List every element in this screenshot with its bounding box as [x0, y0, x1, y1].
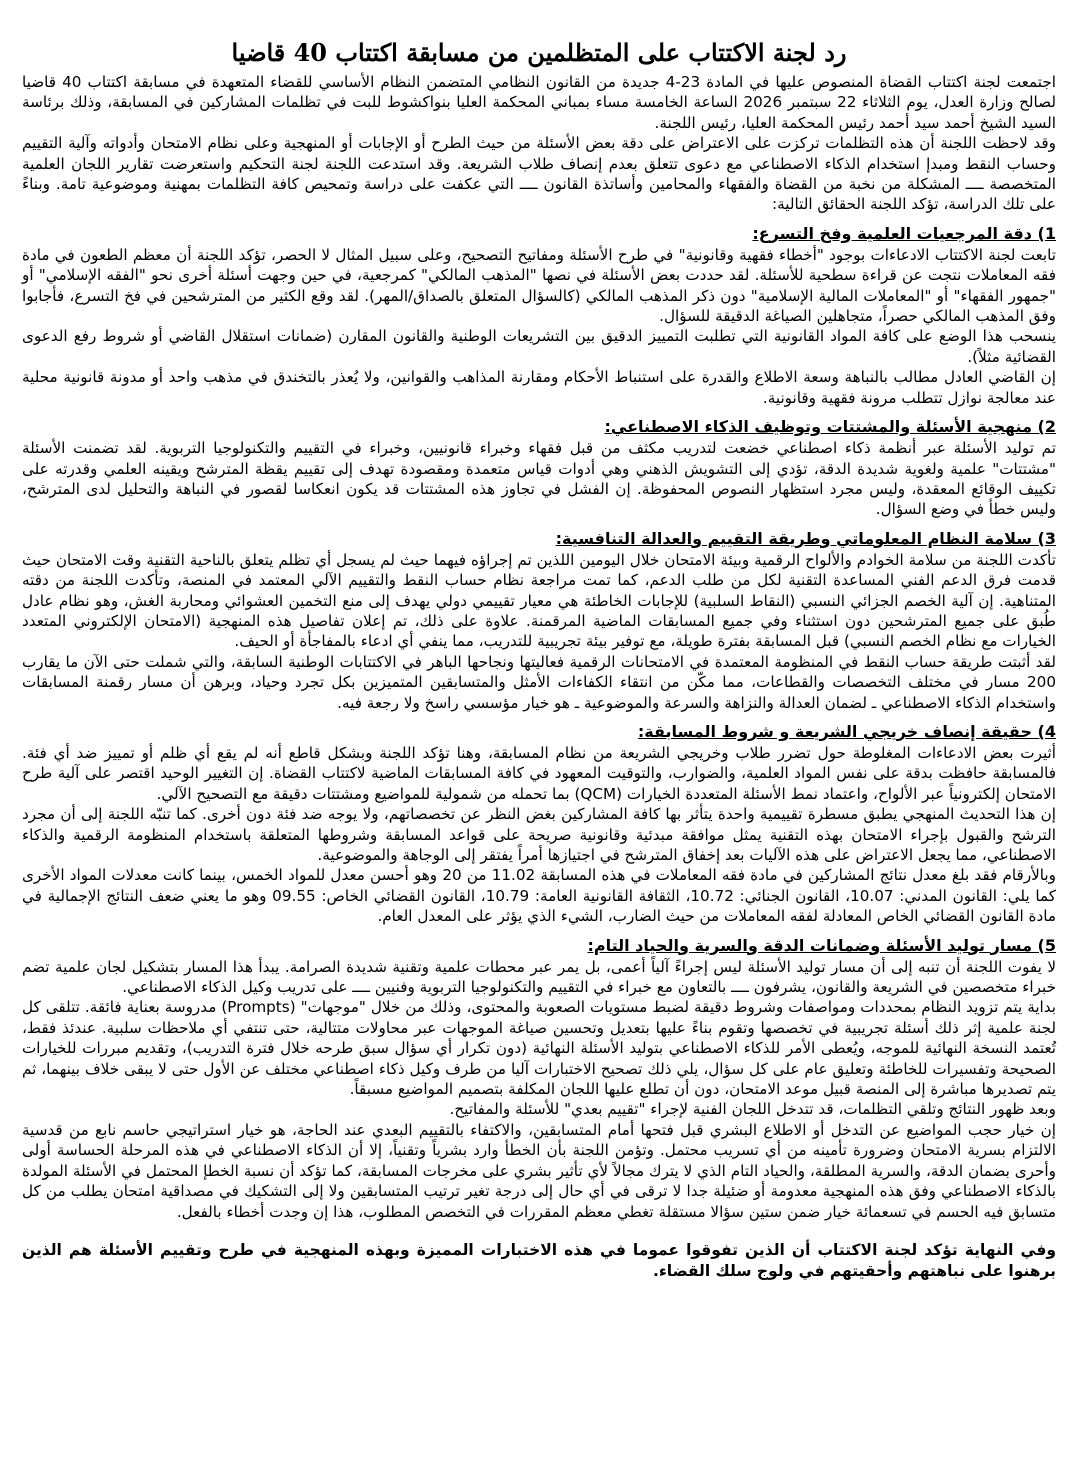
- section-paragraph: تأكدت اللجنة من سلامة الخوادم والألواح الرقمية وبيئة الامتحان خلال اليومين اللذين تم إجراؤه فيهما حيث لم يسجل أي تظلم يتعلق بالناحية التقنية وقت الامتحان حيث قدمت فرق الدعم الفني المساعدة التقنية لكل من طلب الدعم، كما تمت مراجعة نظام حساب النقط والتقييم الآلي المعتمد في المنصة، وتأكدت اللجنة من دقته المتناهية. إن آلية الخصم الجزائي النسبي (النقاط السلبية) للإجابات الخاطئة هي معيار تقييمي دولي يهدف إلى منع التخمين العشوائي ومحاربة الغش، وهو نظام عادل طُبق على جميع المترشحين دون استثناء وفي جميع المسابقات الماضية المرقمنة. علاوة على ذلك، تم إعلان تفاصيل هذه المنهجية (الامتحان الإلكتروني المتعدد الخيارات مع نظام الخصم النسبي) قبل المسابقة بفترة طويلة، مع توفير بيئة تجريبية للتدريب، مما ينفي أي ادعاء بالمفاجأة أو الحيف.: [22, 550, 1056, 651]
- intro-paragraph: وقد لاحظت اللجنة أن هذه التظلمات تركزت على الاعتراض على دقة بعض الأسئلة من حيث الطرح أو الإجابات أو المنهجية وعلى نظام الامتحان وأدواته وآلية التقييم وحساب النقط ومبدإ استخدام الذكاء الاصطناعي مع دعوى تتعلق بعدم إنصاف طلاب الشريعة. وقد استدعت اللجنة لجنة التحكيم واستعرضت تقارير اللجان العلمية المتخصصة ــــ المشكلة من نخبة من القضاة والفقهاء والمحامين وأساتذة القانون ــــ التي عكفت على دراسة وتمحيص كافة التظلمات بمهنية وموضوعية تامة. وبناءً على تلك الدراسة، تؤكد اللجنة الحقائق التالية:: [22, 134, 1056, 214]
- section-paragraph: ينسحب هذا الوضع على كافة المواد القانونية التي تطلبت التمييز الدقيق بين التشريعات الوطنية والقانون المقارن (ضمانات استقلال القاضي أو شروط رفع الدعوى القضائية مثلاً).: [22, 327, 1056, 366]
- section-heading-text: 3) سلامة النظام المعلوماتي وطريقة التقييم والعدالة التنافسية:: [555, 528, 1056, 548]
- section-heading-text: 4) حقيقة إنصاف خريجي الشريعة و شروط المسابقة:: [637, 721, 1056, 741]
- section-paragraph: إن القاضي العادل مطالب بالنباهة وسعة الاطلاع والقدرة على استنباط الأحكام ومقارنة المذاهب والقوانين، ولا يُعذر بالتخندق في مذهب واحد أو مدونة قانونية محلية عند معالجة نوازل تتطلب مرونة فقهية وقانونية.: [22, 368, 1056, 407]
- section-paragraph: وبعد ظهور النتائج وتلقي التظلمات، قد تتدخل اللجان الفنية لإجراء "تقييم بعدي" للأسئلة والمفاتيح.: [449, 1100, 1056, 1119]
- section-paragraph: إن خيار حجب المواضيع عن التدخل أو الاطلاع البشري قبل فتحها أمام المتسابقين، والاكتفاء بالتقييم البعدي عند الحاجة، هو خيار استراتيجي حاسم نابع من قدسية الالتزام بسرية الامتحان وضرورة تأمينه من أي تسريب محتمل. وتؤمن اللجنة بأن الخطأ وارد بشرياً وتقنياً، إلا أن الذكاء الاصطناعي في هذه المرحلة الحساسة أولى وأحرى بضمان الدقة، والسرية المطلقة، والحياد التام الذي لا يترك مجالاً لأي تأثير بشري على مخرجات المسابقة، كما تؤكد أن نسبة الخطإ المحتمل في الأسئلة المولدة بالذكاء الاصطناعي وفق هذه المنهجية معدومة أو ضئيلة جدا لا ترقى في أي حال إلى درجة تغير ترتيب المتسابقين ولا إلى التشكيك في مصداقية امتحان يطلب من كل متسابق فيه الحسم في تسعمائة خيار ضمن ستين سؤالا مستقلة تغطي معظم المقررات في التخصص المطلوب، هذا إن وجدت أخطاء بالفعل.: [22, 1120, 1056, 1221]
- section-paragraph: لا يفوت اللجنة أن تنبه إلى أن مسار توليد الأسئلة ليس إجراءً آلياً أعمى، بل يمر عبر محطات علمية وتقنية شديدة الصرامة. يبدأ هذا المسار بتشكيل لجان علمية تضم خبراء متخصصين في الشريعة والقانون، يشرفون ــــ بالتعاون مع خبراء في التقييم والتكنولوجيا التربوية وفنيين ــــ على تدريب وكيل الذكاء الاصطناعي.: [22, 957, 1056, 997]
- section-1: [22, 223, 1056, 408]
- section-paragraph: وبالأرقام فقد بلغ معدل نتائج المشاركين في مادة فقه المعاملات في هذه المسابقة 11.02 من 20 وهو أحسن معدل للمواد الخمس، بينما كانت معدلات المواد الأخرى كما يلي: القانون المدني: 10.07، القانون الجنائي: 10.72، الثقافة القانونية العامة: 10.79، القانون القضائي الخاص: 09.55 وهو ما يعني ضعف النتائج الإجمالية في مادة القانون القضائي الخاص المعادلة لفقه المعاملات من حيث الضارب، الشيء الذي يؤثر على المعدل العام.: [22, 866, 1057, 926]
- section-heading: [22, 416, 1056, 438]
- section-3: [22, 528, 1056, 713]
- section-5: [22, 935, 1056, 1222]
- intro-paragraph: اجتمعت لجنة اكتتاب القضاة المنصوص عليها في المادة 23-4 جديدة من القانون النظامي المتضمن النظام الأساسي للقضاء المتعهدة في مسابقة اكتتاب 40 قاضيا لصالح وزارة العدل، يوم الثلاثاء 22 سبتمبر 2026 الساعة الخامسة مساء بمباني المحكمة العليا بنواكشوط للبت في تظلمات المشاركين في المسابقة، وذلك برئاسة السيد الشيخ أحمد سيد أحمد رئيس المحكمة العليا، رئيس اللجنة.: [22, 73, 1056, 132]
- section-heading: [22, 223, 1056, 245]
- section-paragraph: تم توليد الأسئلة عبر أنظمة ذكاء اصطناعي خضعت لتدريب مكثف من قبل فقهاء وخبراء قانونيين، وخبراء في التقييم والتكنولوجيا التربوية. لقد تضمنت الأسئلة "مشتتات" علمية ولغوية شديدة الدقة، تؤدي إلى التشويش الذهني وهي أدوات قياس متعمدة ومقصودة تهدف إلى تقييم يقظة المترشح ويقينه العلمي وقدرته على تكييف الوقائع المعقدة، وليس مجرد استظهار النصوص المحفوظة. إن الفشل في تجاوز هذه المشتتات قد يكون انعكاسا لقصور في النباهة والتحليل لدى المترشح، وليس خطأ في وضع السؤال.: [22, 439, 1056, 519]
- section-heading: [22, 721, 1056, 743]
- closing-statement: وفي النهاية تؤكد لجنة الاكتتاب أن الذين تفوقوا عموما في هذه الاختبارات المميزة وبهذه المنهجية في طرح وتقييم الأسئلة هم الذين برهنوا على نباهتهم وأحقيتهم في ولوج سلك القضاء.: [22, 1240, 1056, 1280]
- section-paragraph: تابعت لجنة الاكتتاب الادعاءات بوجود "أخطاء فقهية وقانونية" في طرح الأسئلة ومفاتيح التصحيح، وعلى سبيل المثال لا الحصر، تؤكد اللجنة أن معظم الطعون في مادة فقه المعاملات نتجت عن قراءة سطحية للأسئلة. لقد حددت بعض الأسئلة في نصها "المذهب المالكي" كمرجعية، في حين وجهت أسئلة أخرى نحو "الفقه الإسلامي" أو "جمهور الفقهاء" أو "المعاملات المالية الإسلامية" دون ذكر المذهب المالكي (كالسؤال المتعلق بالصداق/المهر). لقد وقع الكثير من المترشحين في فخ التسرع، فأجابوا وفق المذهب المالكي حصراً، متجاهلين الصياغة الدقيقة للسؤال.: [22, 245, 1056, 326]
- section-paragraph: لقد أثبتت طريقة حساب النقط في المنظومة المعتمدة في الامتحانات الرقمية فعاليتها ونجاحها الباهر في الاكتتابات الوطنية السابقة، والتي شملت حتى الآن ما يقارب 200 مسار في مختلف التخصصات والقطاعات، مما مكّن من انتقاء الكفاءات الأمثل والمتسابقين المتميزين بكل تجرد وحياد، وبرهن أن مسار رقمنة المسابقات واستخدام الذكاء الاصطناعي ـ لضمان العدالة والنزاهة والسرعة والموضوعية ـ هو خيار مؤسسي راسخ ولا رجعة فيه.: [22, 652, 1056, 712]
- section-heading: [22, 528, 1056, 550]
- section-2: [22, 416, 1056, 520]
- section-paragraph: إن هذا التحديث المنهجي يطبق مسطرة تقييمية واحدة يتأثر بها كافة المشاركين بغض النظر عن تخصصاتهم، ولا يوجه ضد فئة دون أخرى. كما تنبّه اللجنة إلى أن مجرد الترشح والقبول بإجراء الامتحان بهذه التقنية يمثل موافقة مبدئية وقانونية صريحة على قواعد المسابقة وشروطها المتعلقة باستخدام المنظومة الرقمية والذكاء الاصطناعي، مما يجعل الاعتراض على هذه الآليات بعد إخفاق المترشح في اجتيازها أمراً يفتقر إلى الوجاهة والموضوعية.: [22, 805, 1056, 864]
- section-heading: [22, 935, 1056, 957]
- section-paragraph: أثيرت بعض الادعاءات المغلوطة حول تضرر طلاب وخريجي الشريعة من نظام المسابقة، وهنا تؤكد اللجنة وبشكل قاطع أنه لم يقع أي ظلم أو تمييز ضد أي فئة. فالمسابقة حافظت بدقة على نفس المواد العلمية، والضوارب، والتوقيت المعهود في كافة المسابقات الماضية لاكتتاب القضاة. إن التغيير الوحيد اقتصر على آلية طرح الامتحان إلكترونياً عبر الألواح، واعتماد نمط الأسئلة المتعددة الخيارات (QCM) بما تحمله من شمولية للمواضيع ومشتتات دقيقة مع التصحيح الآلي.: [22, 743, 1056, 803]
- section-heading-text: 1) دقة المرجعيات العلمية وفخ التسرع:: [752, 223, 1056, 243]
- section-4: [22, 721, 1056, 927]
- section-heading-text: 2) منهجية الأسئلة والمشتتات وتوظيف الذكاء الاصطناعي:: [604, 417, 1056, 437]
- intro-block: [22, 72, 1056, 215]
- section-paragraph: بداية يتم تزويد النظام بمحددات ومواصفات وشروط دقيقة لضبط مستويات الصعوبة والمحتوى، وذلك من خلال "موجهات" (Prompts) مدروسة بعناية فائقة. تتلقى كل لجنة علمية إثر ذلك أسئلة تجريبية في تخصصها وتقوم بناءً عليها بتعديل وتحسين صياغة الموجهات عبر محاولات متتالية، حتى تنتفي أي ملاحظات سلبية. عندئذ فقط، تُعتمد النسخة النهائية للموجه، ويُعطى الأمر للذكاء الاصطناعي بتوليد الأسئلة النهائية (دون تكرار أي سؤال سبق طرحه خلال فترة التدريب)، وتقديم مبررات للخيارات الصحيحة وتفسيرات للخاطئة وتعليق عام على كل سؤال، يلي ذلك تصحيح الاختبارات آليا من طرف وكيل ذكاء اصطناعي مختلف عن الأول حتى لا يبقى خلاف بينهما، ثم يتم تصديرها مباشرة إلى المنصة قبيل موعد الامتحان، دون أن تطلع عليها اللجان المكلفة بتصميم المواضيع مسبقاً.: [22, 998, 1056, 1099]
- section-heading-text: 5) مسار توليد الأسئلة وضمانات الدقة والسرية والحياد التام:: [587, 935, 1056, 955]
- document-title: رد لجنة الاكتتاب على المتظلمين من مسابقة اكتتاب 40 قاضيا: [231, 38, 847, 67]
